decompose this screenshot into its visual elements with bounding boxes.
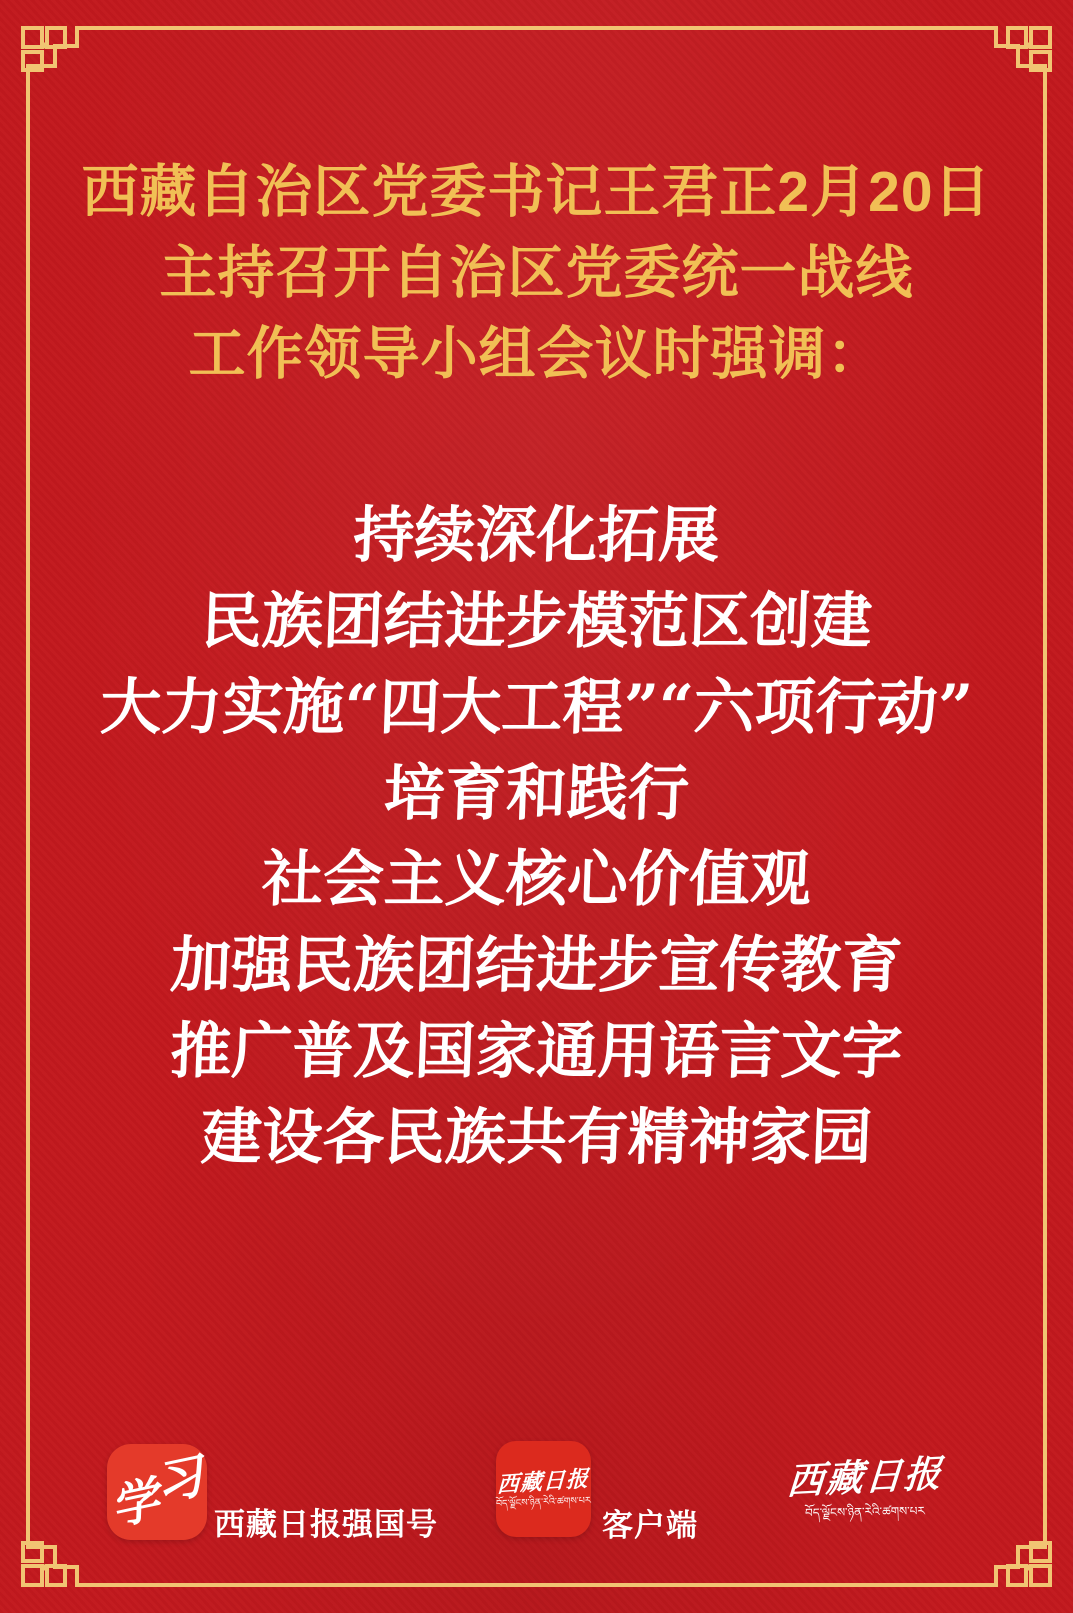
frame-corner-ornament-icon (989, 1529, 1073, 1613)
quote-line: 大力实施“四大工程”“六项行动” (99, 672, 974, 743)
quote-line: 持续深化拓展 (352, 500, 721, 571)
tibet-daily-masthead (770, 1450, 960, 1520)
quote-line: 社会主义核心价值观 (260, 844, 813, 915)
tibet-daily-app-tibetan-text: བོད་ལྗོངས་ཉིན་རེའི་ཚགས་པར (495, 1495, 592, 1510)
frame-border-bottom (80, 1583, 993, 1587)
headline-line: 主持召开自治区党委统一战线 (159, 241, 914, 305)
tibet-daily-app-title: 西藏日报 (497, 1465, 590, 1498)
xuexi-app-icon (107, 1444, 207, 1540)
frame-border-top (80, 26, 993, 30)
masthead-title: 西藏日报 (785, 1450, 945, 1504)
quote-line: 加强民族团结进步宣传教育 (169, 930, 904, 1001)
masthead-tibetan-text: བོད་ལྗོངས་ཉིན་རེའི་ཚགས་པར (804, 1503, 926, 1520)
qiangguo-account-label: 西藏日报强国号 (214, 1507, 438, 1542)
quote-body (0, 493, 1073, 1181)
frame-corner-ornament-icon (0, 0, 84, 84)
headline (0, 152, 1073, 395)
quote-line: 推广普及国家通用语言文字 (169, 1016, 904, 1087)
xuexi-logo-characters: 学 习 (105, 1447, 209, 1537)
quote-line: 民族团结进步模范区创建 (199, 586, 874, 657)
headline-line: 工作领导小组会议时强调： (188, 322, 885, 386)
client-app-label: 客户端 (602, 1508, 698, 1543)
quote-line: 培育和践行 (382, 758, 691, 829)
headline-line: 西藏自治区党委书记王君正2月20日 (81, 160, 992, 224)
tibet-daily-app-icon (496, 1441, 591, 1537)
frame-corner-ornament-icon (989, 0, 1073, 84)
frame-corner-ornament-icon (0, 1529, 84, 1613)
quote-line: 建设各民族共有精神家园 (199, 1102, 874, 1173)
